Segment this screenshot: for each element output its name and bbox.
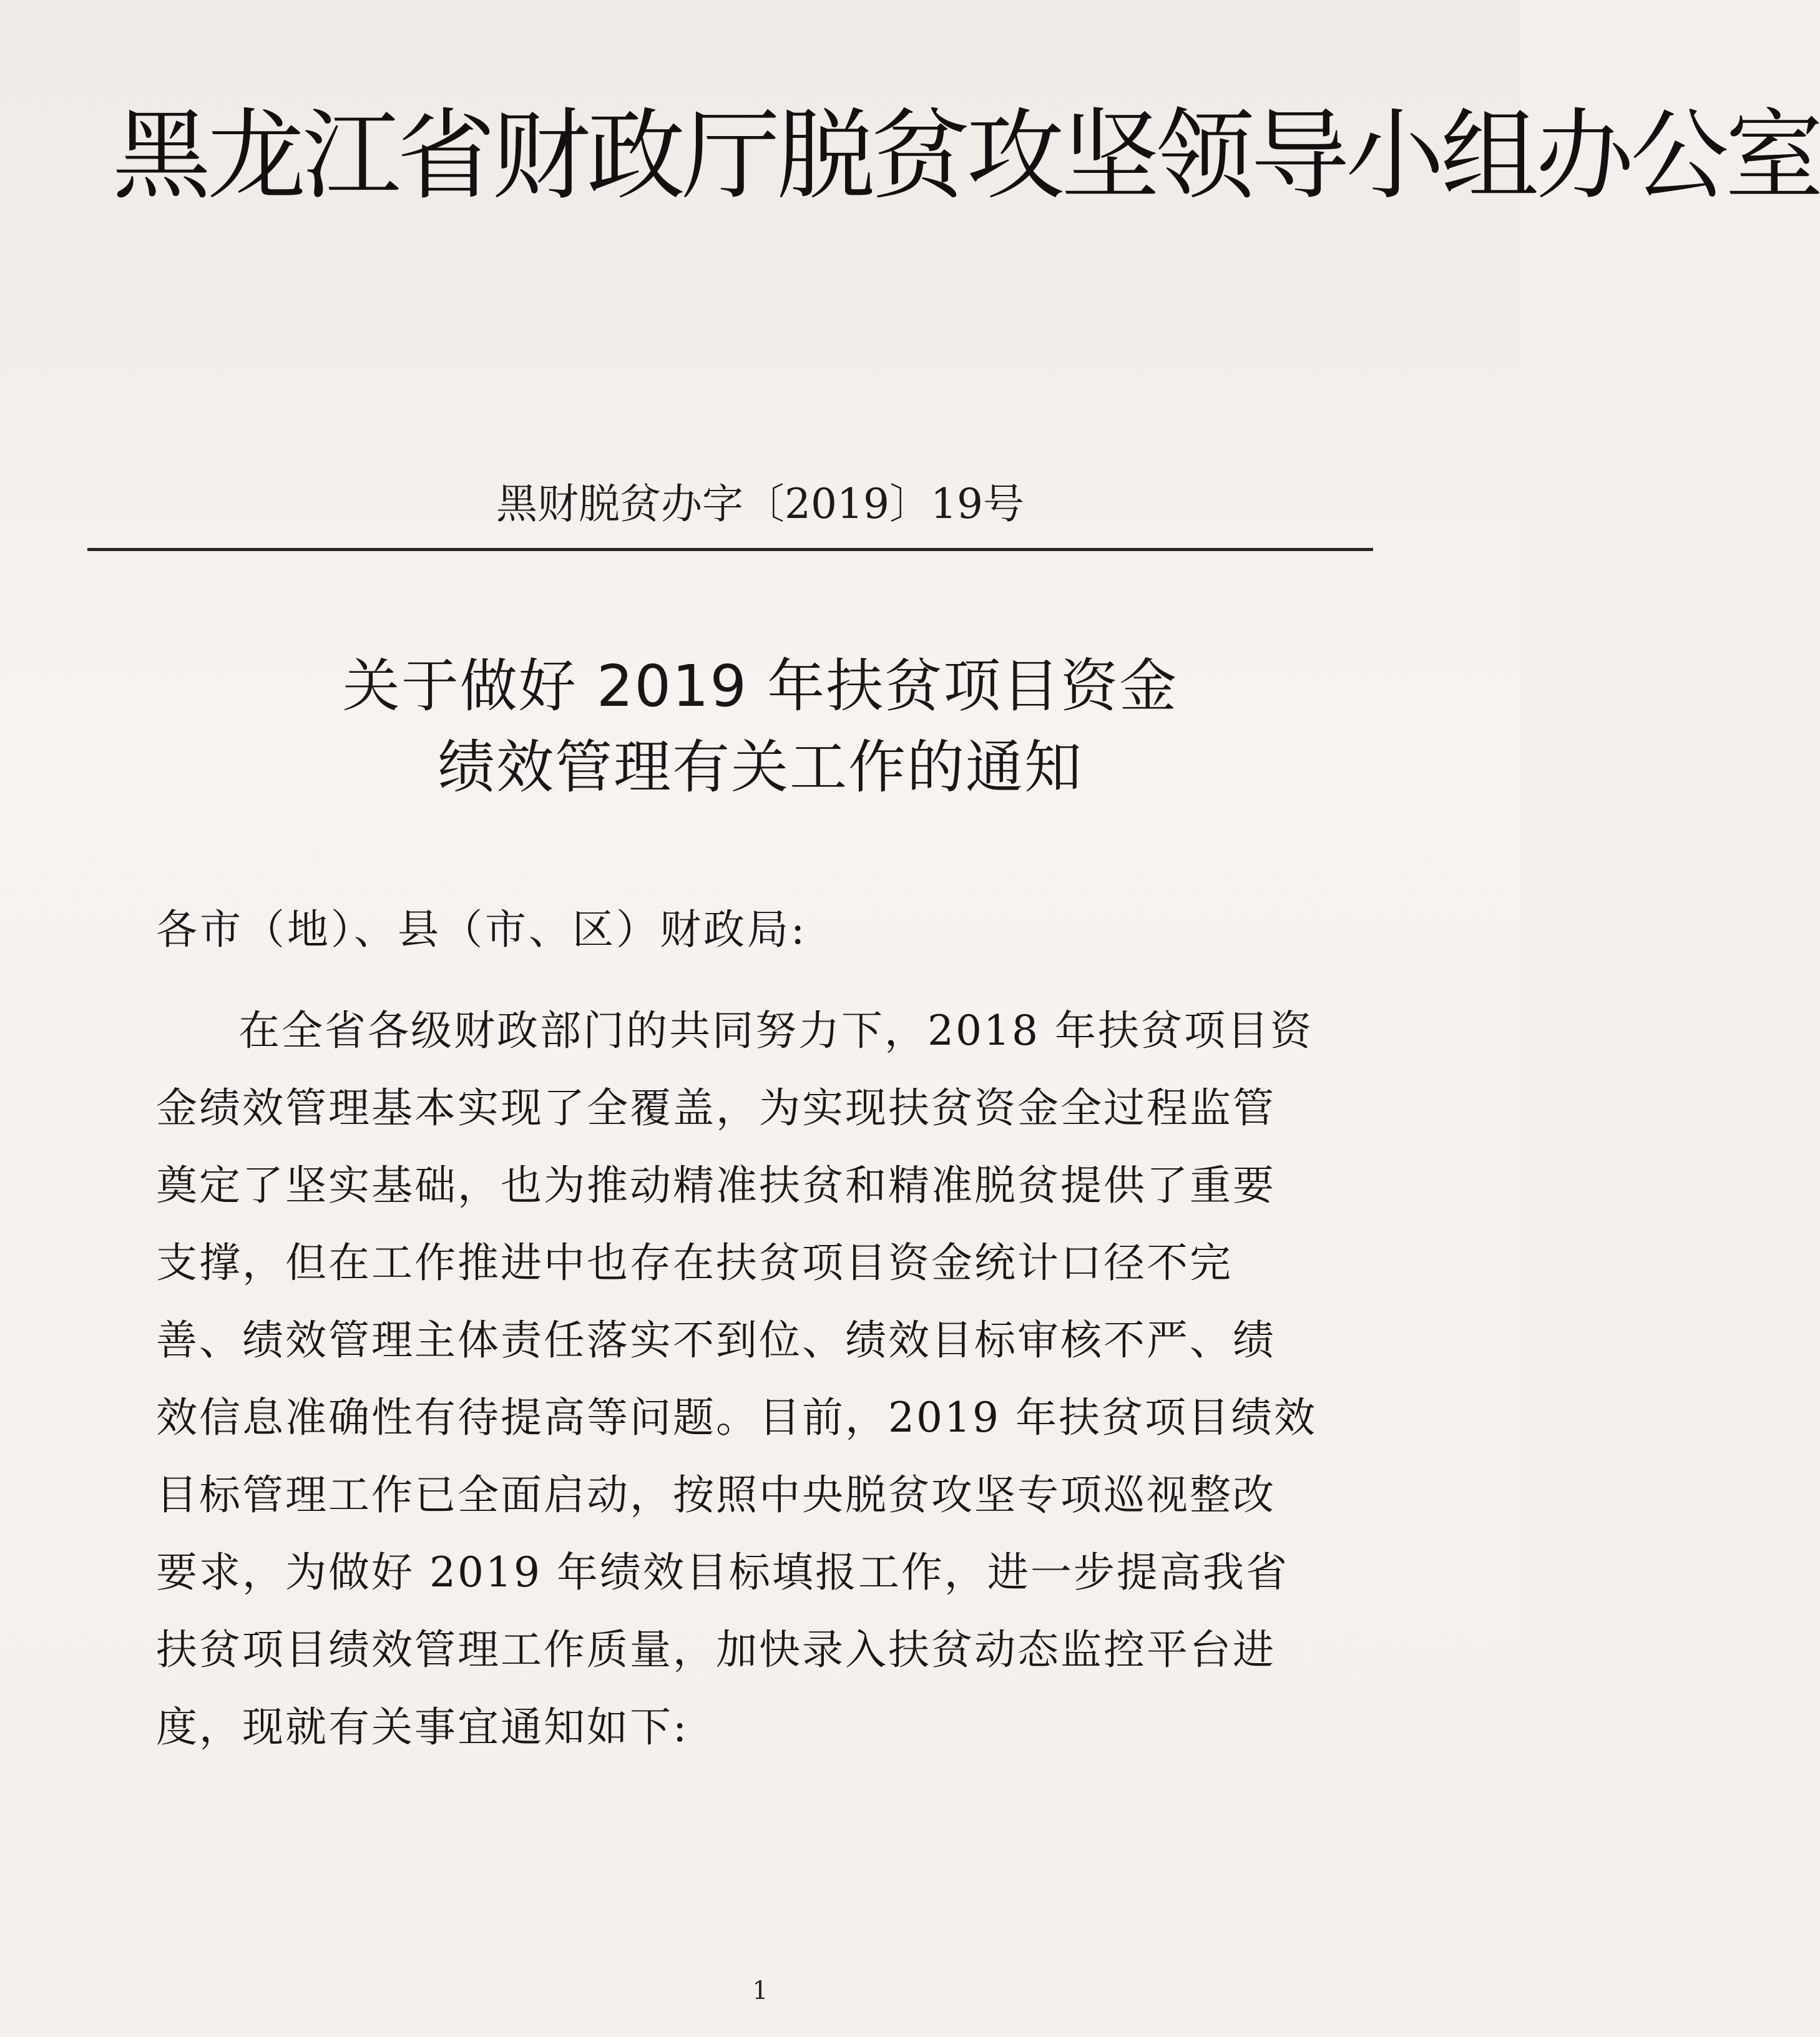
body-line: 善、绩效管理主体责任落实不到位、绩效目标审核不严、绩 <box>156 1316 1276 1364</box>
body-line: 扶贫项目绩效管理工作质量，加快录入扶贫动态监控平台进 <box>156 1626 1276 1674</box>
body-line: 目标管理工作已全面启动，按照中央脱贫攻坚专项巡视整改 <box>156 1471 1276 1519</box>
body-line: 效信息准确性有待提高等问题。目前，2019 年扶贫项目绩效 <box>156 1394 1317 1442</box>
header-divider <box>87 548 1373 551</box>
page-number: 1 <box>752 1976 768 2005</box>
body-line: 在全省各级财政部门的共同努力下，2018 年扶贫项目资 <box>238 1007 1313 1055</box>
document-title-line-1: 关于做好 2019 年扶贫项目资金 <box>342 653 1178 720</box>
document-number: 黑财脱贫办字〔2019〕19号 <box>496 480 1024 528</box>
body-line: 支撑，但在工作推进中也存在扶贫项目资金统计口径不完 <box>156 1239 1233 1287</box>
issuing-organization: 黑龙江省财政厅脱贫攻坚领导小组办公室 <box>112 99 1820 213</box>
body-line: 奠定了坚实基础，也为推动精准扶贫和精准脱贫提供了重要 <box>156 1161 1276 1209</box>
salutation: 各市（地）、县（市、区）财政局: <box>156 906 808 954</box>
document-title-line-2: 绩效管理有关工作的通知 <box>437 734 1083 801</box>
body-line: 要求，为做好 2019 年绩效目标填报工作，进一步提高我省 <box>156 1548 1289 1596</box>
body-line: 金绩效管理基本实现了全覆盖，为实现扶贫资金全过程监管 <box>156 1084 1276 1132</box>
body-line: 度，现就有关事宜通知如下: <box>156 1703 689 1751</box>
body-paragraph <box>156 992 1342 1766</box>
